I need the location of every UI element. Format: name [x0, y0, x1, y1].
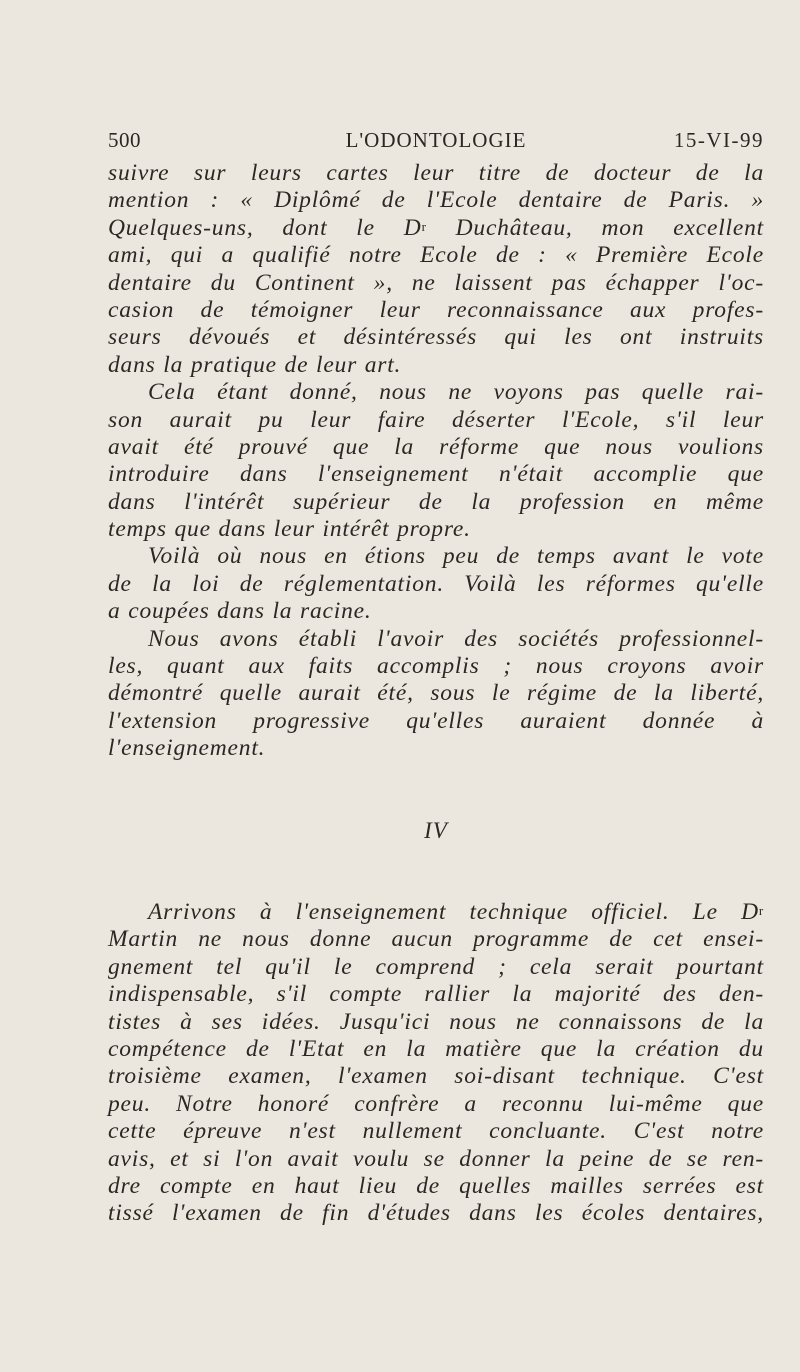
text-line: avis, et si l'on avait voulu se donner la peine de se ren- [108, 1145, 764, 1172]
text-line: tistes à ses idées. Jusqu'ici nous ne connaissons de la [108, 1008, 764, 1035]
page-number: 500 [108, 128, 141, 152]
text-line: troisième examen, l'examen soi-disant technique. C'est [108, 1063, 764, 1090]
text-line: Martin ne nous donne aucun programme de cet ensei- [108, 926, 764, 953]
text-line: suivre sur leurs cartes leur titre de docteur de la [108, 160, 764, 186]
text-line: a coupées dans la racine. [108, 598, 372, 625]
text-line: son aurait pu leur faire déserter l'Ecole, s'il leur [108, 406, 764, 433]
text-line: Cela étant donné, nous ne voyons pas quelle rai- [148, 379, 764, 406]
text-line [108, 899, 764, 926]
text-line: l'extension progressive qu'elles auraient donnée à [108, 707, 764, 734]
text-line: de la loi de réglementation. Voilà les réformes qu'elle [108, 570, 764, 597]
text-line: seurs dévoués et désintéressés qui les ont instruits [108, 324, 764, 351]
section-heading: IV [424, 817, 448, 843]
text-line: tissé l'examen de fin d'études dans les écoles dentaires, [108, 1200, 764, 1227]
text-segment: Arrivons à l'enseignement technique officiel. Le D [148, 898, 759, 925]
text-segment: Quelques-uns, dont le D [108, 214, 422, 241]
text-line: avait été prouvé que la réforme que nous voulions [108, 433, 764, 460]
text-line: ami, qui a qualifié notre Ecole de : « Première Ecole [108, 242, 764, 269]
running-header [108, 128, 764, 158]
text-line [108, 215, 764, 242]
text-line: indispensable, s'il compte rallier la majorité des den- [108, 981, 764, 1008]
text-line: dans l'intérêt supérieur de la profession en même [108, 488, 764, 515]
text-segment: Duchâteau, mon excellent [426, 214, 764, 241]
text-line: mention : « Diplômé de l'Ecole dentaire de Paris. » [108, 187, 764, 214]
text-line: démontré quelle aurait été, sous le régime de la liberté, [108, 680, 764, 707]
text-line: dans la pratique de leur art. [108, 351, 402, 378]
text-line: temps que dans leur intérêt propre. [108, 516, 471, 543]
text-line: Nous avons établi l'avoir des sociétés professionnel- [148, 625, 764, 652]
text-line: les, quant aux faits accomplis ; nous croyons avoir [108, 653, 764, 680]
body-text [108, 160, 764, 1228]
text-line: dentaire du Continent », ne laissent pas échapper l'oc- [108, 269, 764, 296]
text-line: peu. Notre honoré confrère a reconnu lui-même que [108, 1090, 764, 1117]
superscript-r: r [421, 218, 427, 234]
text-line: Voilà où nous en étions peu de temps avant le vote [148, 543, 764, 570]
text-line: cette épreuve n'est nullement concluante. C'est notre [108, 1118, 764, 1145]
text-line: gnement tel qu'il le comprend ; cela serait pourtant [108, 953, 764, 980]
text-line: l'enseignement. [108, 735, 266, 762]
text-line: dre compte en haut lieu de quelles mailles serrées est [108, 1172, 764, 1199]
text-line: compétence de l'Etat en la matière que la création du [108, 1035, 764, 1062]
text-line: introduire dans l'enseignement n'était accomplie que [108, 461, 764, 488]
superscript-r: r [758, 902, 764, 918]
journal-title: L'ODONTOLOGIE [345, 128, 527, 152]
text-line: casion de témoigner leur reconnaissance aux profes- [108, 296, 764, 323]
issue-date: 15-VI-99 [673, 128, 764, 152]
